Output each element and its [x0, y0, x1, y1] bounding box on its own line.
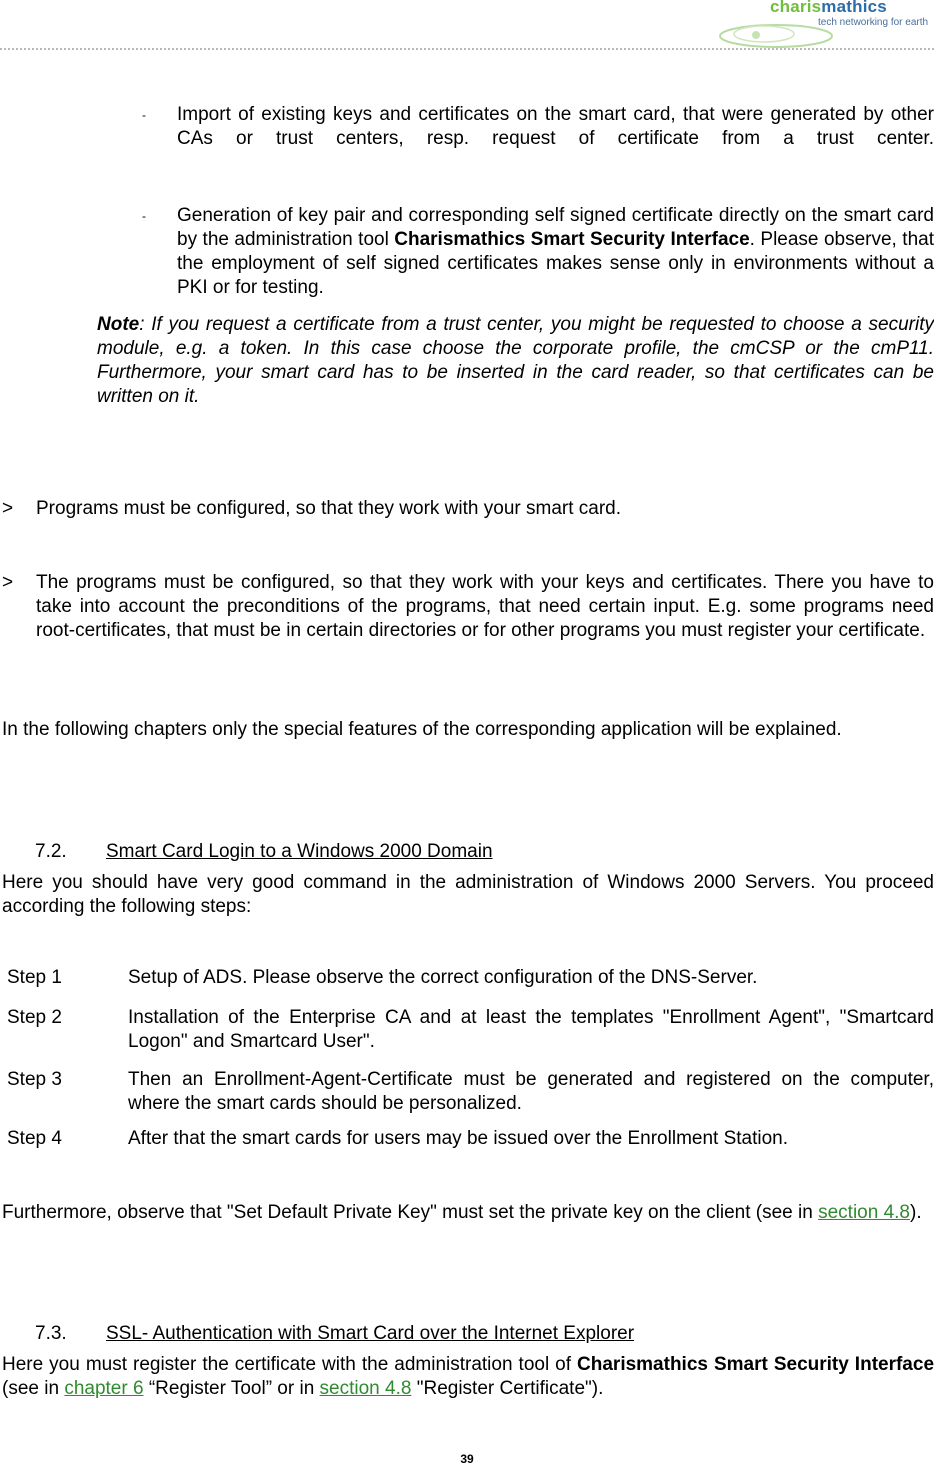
bullet-text: Generation of key pair and corresponding self signed certificate directly on the smart card by the administration tool — [177, 205, 934, 250]
section-73-paragraph — [2, 1353, 934, 1401]
note-label: Note — [97, 314, 140, 335]
step-label: Step 3 — [7, 1069, 62, 1090]
step-label: Step 2 — [7, 1007, 62, 1028]
intro-paragraph — [2, 718, 934, 742]
bullet-item — [177, 204, 934, 300]
page-number: 39 — [460, 1452, 474, 1466]
bullet-marker: - — [142, 209, 146, 223]
section-title: Smart Card Login to a Windows 2000 Domain — [106, 841, 493, 862]
intro-text: In the following chapters only the special features of the corresponding application will be explained. — [2, 719, 842, 740]
note-paragraph — [97, 313, 934, 409]
note-text: : If you request a certificate from a trust center, you might be requested to choose a security module, e.g. a token. In this case choose the corporate profile, the cmCSP or the cmP11. Furthermore, your smart card has to be inserted in the card reader, so that certificates can be written on it. — [97, 314, 934, 407]
arrow-marker: > — [2, 572, 14, 593]
section-4-8-link[interactable]: section 4.8 — [818, 1202, 910, 1223]
section-4-8-link[interactable]: section 4.8 — [319, 1378, 412, 1399]
logo-part1: charis — [770, 0, 822, 16]
step-text: Setup of ADS. Please observe the correct configuration of the DNS-Server. — [128, 967, 758, 988]
chapter-6-link[interactable]: chapter 6 — [64, 1378, 144, 1399]
arrow-item — [36, 571, 934, 643]
bullet-text: Import of existing keys and certificates on the smart card, that were generated by other CAs or trust centers, resp. request of certificate from a trust center. — [177, 104, 934, 149]
arrow-item-text: The programs must be configured, so that they work with your keys and certificates. There you have to take into account the preconditions of the programs, that need certain input. E.g. some programs need root-certificates, that must be in certain directories or for other programs you must register your certificate. — [36, 572, 934, 641]
logo-part2: mathics — [821, 0, 887, 16]
section-number: 7.2. — [35, 841, 67, 862]
furthermore-text: Furthermore, observe that "Set Default Private Key" must set the private key on the client (see in — [2, 1202, 819, 1223]
paragraph-text: Here you must register the certificate with the administration tool of — [2, 1354, 578, 1375]
charismathics-logo — [716, 0, 934, 50]
bullet-item — [177, 103, 934, 151]
section-title: SSL- Authentication with Smart Card over the Internet Explorer — [106, 1323, 635, 1344]
section-intro-text: Here you should have very good command in the administration of Windows 2000 Servers. You proceed according the following steps: — [2, 872, 934, 917]
section-intro — [2, 871, 934, 919]
paragraph-text: “Register Tool” or in — [143, 1378, 320, 1399]
step-text: Then an Enrollment-Agent-Certificate must be generated and registered on the computer, where the smart cards should be personalized. — [128, 1069, 934, 1114]
logo-wordmark — [770, 0, 887, 17]
step-label: Step 4 — [7, 1128, 62, 1149]
arrow-item — [36, 497, 934, 521]
arrow-item-text: Programs must be configured, so that they work with your smart card. — [36, 498, 622, 519]
product-name: Charismathics Smart Security Interface — [577, 1354, 934, 1375]
paragraph-text: (see in — [2, 1378, 65, 1399]
section-number: 7.3. — [35, 1323, 67, 1344]
bullet-text-cont: . Please observe, that the employment of self signed certificates makes sense only in environments without a PKI or for testing. — [177, 229, 934, 298]
arrow-marker: > — [2, 498, 14, 519]
furthermore-paragraph — [2, 1201, 934, 1225]
logo-tagline: tech networking for earth — [818, 17, 929, 28]
header-divider — [0, 48, 934, 50]
step-label: Step 1 — [7, 967, 62, 988]
furthermore-text-end: ). — [910, 1202, 922, 1223]
product-name: Charismathics Smart Security Interface — [394, 229, 750, 250]
bullet-marker: - — [142, 108, 146, 122]
step-text: After that the smart cards for users may be issued over the Enrollment Station. — [128, 1128, 789, 1149]
step-text: Installation of the Enterprise CA and at least the templates "Enrollment Agent", "Smartcard Logon" and Smartcard User". — [128, 1007, 934, 1052]
paragraph-text: "Register Certificate"). — [411, 1378, 604, 1399]
